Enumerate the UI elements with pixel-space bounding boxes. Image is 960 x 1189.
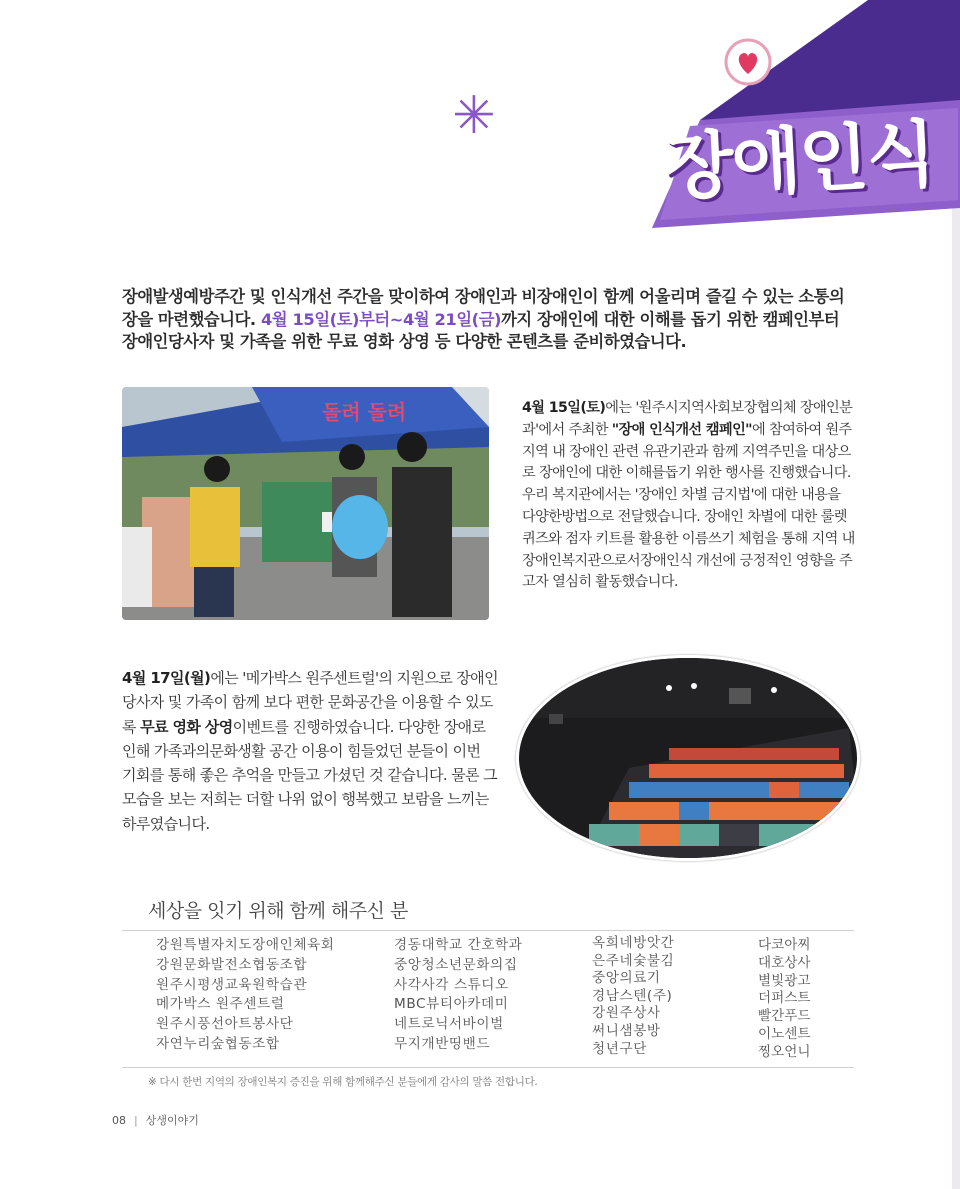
sponsor-name: 찡오언니 [758,1043,811,1060]
sponsor-name: 더퍼스트 [758,990,811,1007]
thanks-column-1 [156,937,335,1056]
campaign-text: 에는 '원주시지역사회보장협의체 장애인분과'에서 주최한 [522,400,853,438]
sponsor-name: 중앙의료기 [592,970,661,987]
movie-description [122,666,498,836]
sponsor-name: 자연누리숲협동조합 [156,1035,280,1052]
sponsor-name: 옥희네방앗간 [592,935,675,951]
intro-highlight-dates: 4월 15일(토)부터~4월 21일(금) [260,309,502,329]
intro-line-2 [122,309,862,332]
thanks-title: 세상을 잇기 위해 함께 해주신 분 [148,900,408,922]
thanks-note: ※ 다시 한번 지역의 장애인복지 증진을 위해 함께해주신 분들에게 감사의 말씀 전합니다. [148,1076,538,1088]
sponsor-name: 메가박스 원주센트럴 [156,996,285,1013]
intro-text: 까지 장애인에 대한 이해를 돕기 위한 캠페인부터 [501,309,840,329]
sponsor-name: 네트로닉서바이벌 [394,1016,504,1033]
sponsor-name: 강원문화발전소협동조합 [156,956,308,973]
magazine-name: 상생이야기 [145,1114,199,1127]
movie-text: 이벤트를 진행하였습니다. 다양한 장애로 인해 가족과의문화생활 공간 이용이 힘들었던 분들이 이번 기회를 통해 좋은 추억을 만들고 가셨던 것 같습니다. 물론 그 모습을 보는 저희는 더할 나위 없이 행복했고 보람을 느끼는 하루였습니다. [122,717,498,833]
thanks-column-3 [592,935,674,1058]
sponsor-name: 강원주상사 [592,1005,661,1022]
movie-date: 4월 17일(월) [122,669,211,687]
campaign-paragraph-1 [522,398,856,485]
sponsor-name: 은주네숯불김 [592,952,675,969]
campaign-name: "장애 인식개선 캠페인" [611,421,752,438]
cinema-photo [516,655,860,861]
sponsor-name: 대호상사 [758,954,811,971]
movie-text: 에는 '메가박스 원주센트럴'의 지원으로 장애인 당사자 및 가족이 함께 보다 편한 문화공간을 이용할 수 있도록 [122,669,498,736]
intro-line-3: 장애인당사자 및 가족을 위한 무료 영화 상영 등 다양한 콘텐츠를 준비하였습니다. [122,332,687,351]
sponsor-name: 경남스텐(주) [592,987,673,1004]
movie-event-name: 무료 영화 상영 [140,717,233,736]
sponsor-name: 청년구단 [592,1040,647,1057]
page-number: 08 [112,1114,126,1127]
heart-icon [726,40,770,84]
sponsor-name: 원주시평생교육원학습관 [156,976,308,993]
sponsor-name: 사각사각 스튜디오 [394,976,509,993]
sponsor-name: 중앙청소년문화의집 [394,956,518,973]
thanks-list [122,930,854,1068]
campaign-photo [122,387,489,620]
sponsor-name: 다코아찌 [758,937,811,953]
sponsor-name: 별빛광고 [758,972,811,989]
footer-separator: | [134,1114,138,1127]
campaign-text: 에 참여하여 원주지역 내 장애인 관련 유관기관과 함께 지역주민을 대상으로 장애인에 대한 이해를돕기 위한 행사를 진행했습니다. [522,421,852,482]
asterisk-icon: ✳ [452,86,496,146]
section-title: 장애인식 [662,111,937,210]
sponsor-name: MBC뷰티아카데미 [394,996,509,1013]
movie-paragraph [122,666,498,836]
campaign-date: 4월 15일(토) [522,400,606,416]
intro-paragraph [122,286,862,354]
booth-sign-text: 돌려 돌려 [322,400,407,424]
sponsor-name: 경동대학교 간호학과 [394,937,523,953]
sponsor-name: 빨간푸드 [758,1008,811,1025]
sponsor-name: 원주시풍선아트봉사단 [156,1016,294,1033]
page-footer [112,1112,199,1128]
intro-text: 장을 마련했습니다. [122,309,261,329]
sponsor-name: 무지개반띵밴드 [394,1035,491,1052]
sponsor-name: 강원특별자치도장애인체육회 [156,937,335,953]
intro-line-1: 장애발생예방주간 및 인식개선 주간을 맞이하여 장애인과 비장애인이 함께 어울리며 즐길 수 있는 소통의 [122,287,845,306]
sponsor-name: 써니샘봉방 [592,1022,661,1039]
thanks-column-2 [394,937,523,1056]
thanks-column-4 [758,937,811,1062]
sponsor-name: 이노센트 [758,1025,811,1042]
campaign-paragraph-2: 우리 복지관에서는 '장애인 차별 금지법'에 대한 내용을 다양한방법으로 전달했습니다. 장애인 차별에 대한 룰렛 퀴즈와 점자 키트를 활용한 이름쓰기 체험을 통해 지역 내 장애인복지관으로서장애인식 개선에 긍정적인 영향을 주고자 열심히 활동했습니다. [522,487,855,591]
campaign-description [522,398,856,594]
